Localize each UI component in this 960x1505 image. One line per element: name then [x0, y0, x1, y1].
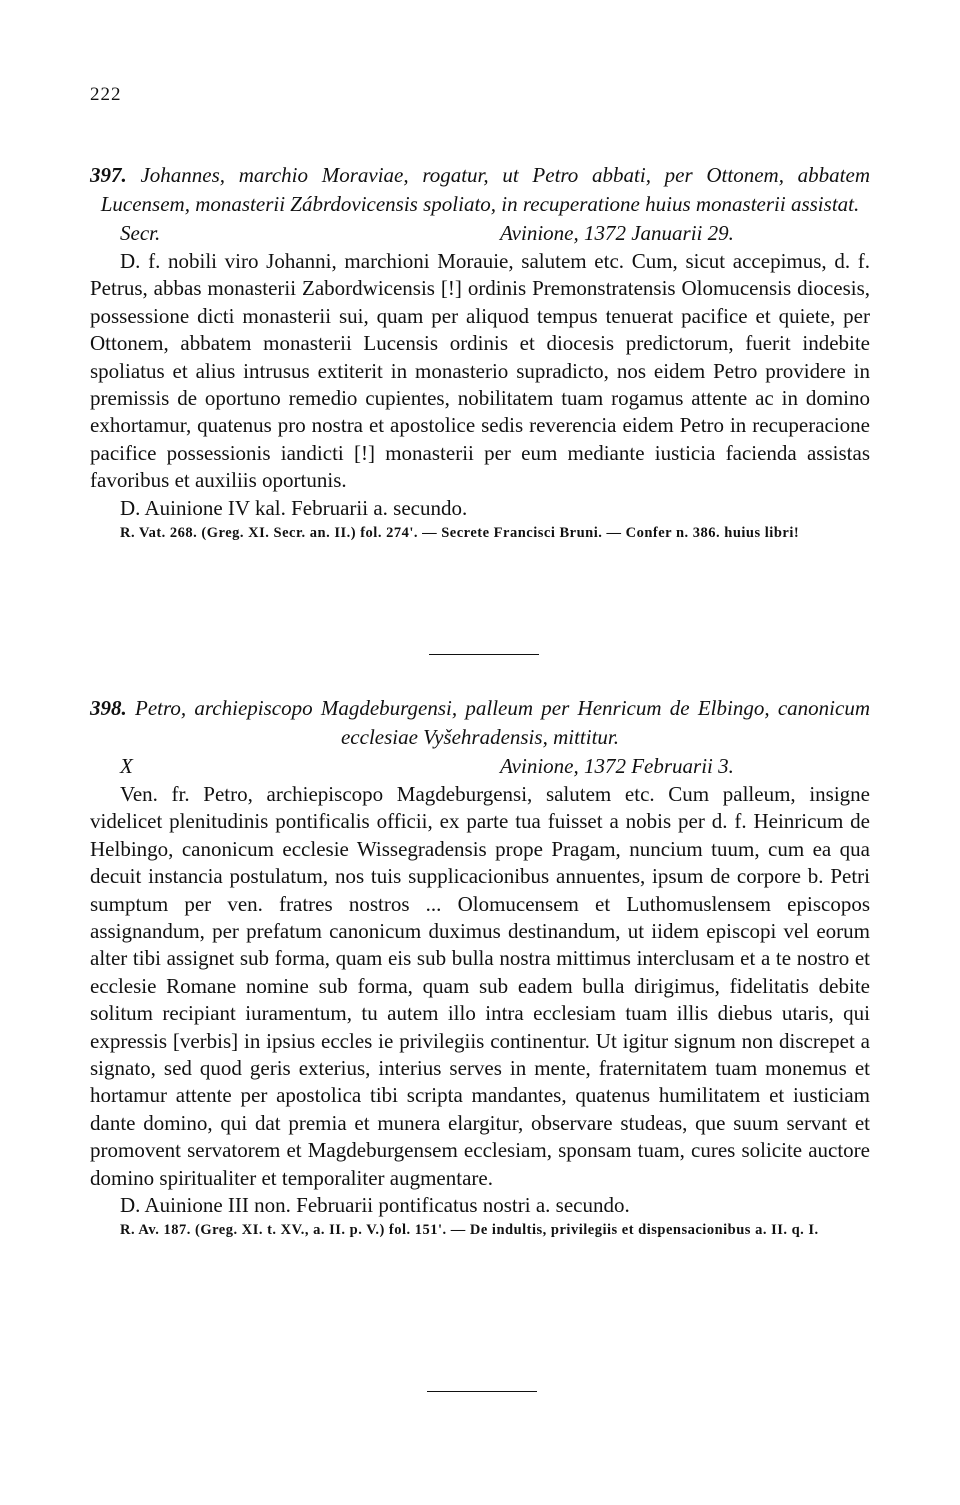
entry-heading	[90, 694, 870, 752]
entry-body	[90, 248, 870, 522]
dateline	[90, 219, 870, 248]
body-text: Ven. fr. Petro, archiepiscopo Magdeburgensi, salutem etc. Cum palleum, insigne videlicet plenitudinis pontificalis officii, ex parte tua fuisset a nobis per d. f. Heinricum de Helbingo, canonicum ecclesie Wissegradensis prope Pragam, nuncium tuum, cum ea qua decuit instancia postulatum, nos tuis supplicacionibus annuentes, ipsum de corpore b. Petri sumptum per ven. fratres nostros ... Olomucensem et Luthomuslensem episcopos assignandum, per prefatum canonicum duximus destinandum, ut iidem episcopi vel eorum alter tibi assignet sub forma, quam eis sub bulla nostra mittimus interclusam et a te nostro et ecclesie Romane nomine sub forma, quam sub eadem bulla dirigimus, fidelitatis debite solitum recipiant iuramentum, tu autem illo intra ecclesiam tuam illis diebus utaris, qui expressis [verbis] in ipsius eccles ie privilegiis continentur. Ut igitur signum non discrepet a signato, sed quod geris exterius, interius serves in mente, fraternitatem tuam monemus et hortamur attente per apostolica tibi scripta mandantes, quatenus humilitatem et iusticiam dante domino, qui dat premia et munera elargitur, observare studeas, que suum servant et promovent servatorem et Magdeburgensem ecclesiam, sponsam tuam, cures solicite auctore domino spiritualiter et temporaliter augmentare.	[90, 782, 870, 1190]
entry-body	[90, 781, 870, 1219]
separator-rule	[427, 1391, 537, 1392]
source-tag: Secr.	[120, 221, 161, 245]
dateline	[90, 752, 870, 781]
place-date: Avinione, 1372 Februarii 3.	[500, 754, 734, 778]
entry-397	[90, 161, 870, 544]
entry-heading-text: Petro, archiepiscopo Magdeburgensi, palleum per Henricum de Elbingo, canonicum ecclesiae Vyšehradensis, mittitur.	[135, 696, 871, 749]
separator-rule	[429, 654, 539, 655]
entry-number: 397.	[90, 163, 127, 187]
source-tag: X	[120, 754, 133, 778]
source-note: R. Av. 187. (Greg. XI. t. XV., a. II. p. V.) fol. 151'. — De indultis, privilegiis et dispensacionibus a. II. q. I.	[120, 1222, 819, 1239]
source-note: R. Vat. 268. (Greg. XI. Secr. an. II.) fol. 274'. — Secrete Francisci Bruni. — Confer n. 386. huius libri!	[120, 524, 800, 541]
body-text: D. f. nobili viro Johanni, marchioni Morauie, salutem etc. Cum, sicut accepimus, d. f. Petrus, abbas monasterii Zabordwicensis [!] ordinis Premonstratensis Olomucensis diocesis, possessione dicti monasterii sui, quam per aliquod tempus tenuerat pacifice et quiete, per Ottonem, abbatem monasterii Lucensis ordinis et diocesis predictorum, fuerit indebite spoliatus et alius intrusus extiterit in monasterio supradicto, nos eidem Petro providere in premissis de oportuno remedio cupientes, nobilitatem tuam rogamus attente ac in domino exhortamur, quatenus pro nostra et apostolice sedis reverencia eidem Petro in recuperacione pacifice possessionis iandicti [!] monasterii per eum mediante iusticia facienda assistas favoribus et auxiliis oportunis.	[90, 249, 870, 493]
closing-line: D. Auinione IV kal. Februarii a. secundo.	[120, 495, 468, 520]
closing-line: D. Auinione III non. Februarii pontificatus nostri a. secundo.	[120, 1193, 630, 1218]
entry-heading-text: Johannes, marchio Moraviae, rogatur, ut Petro abbati, per Ottonem, abbatem Lucensem, monasterii Zábrdovicensis spoliato, in recuperatione huius monasterii assistat.	[100, 163, 871, 216]
page-number: 222	[90, 84, 122, 105]
entry-398	[90, 694, 870, 1241]
place-date: Avinione, 1372 Januarii 29.	[500, 221, 734, 245]
entry-heading	[90, 161, 870, 219]
entry-number: 398.	[90, 696, 127, 720]
